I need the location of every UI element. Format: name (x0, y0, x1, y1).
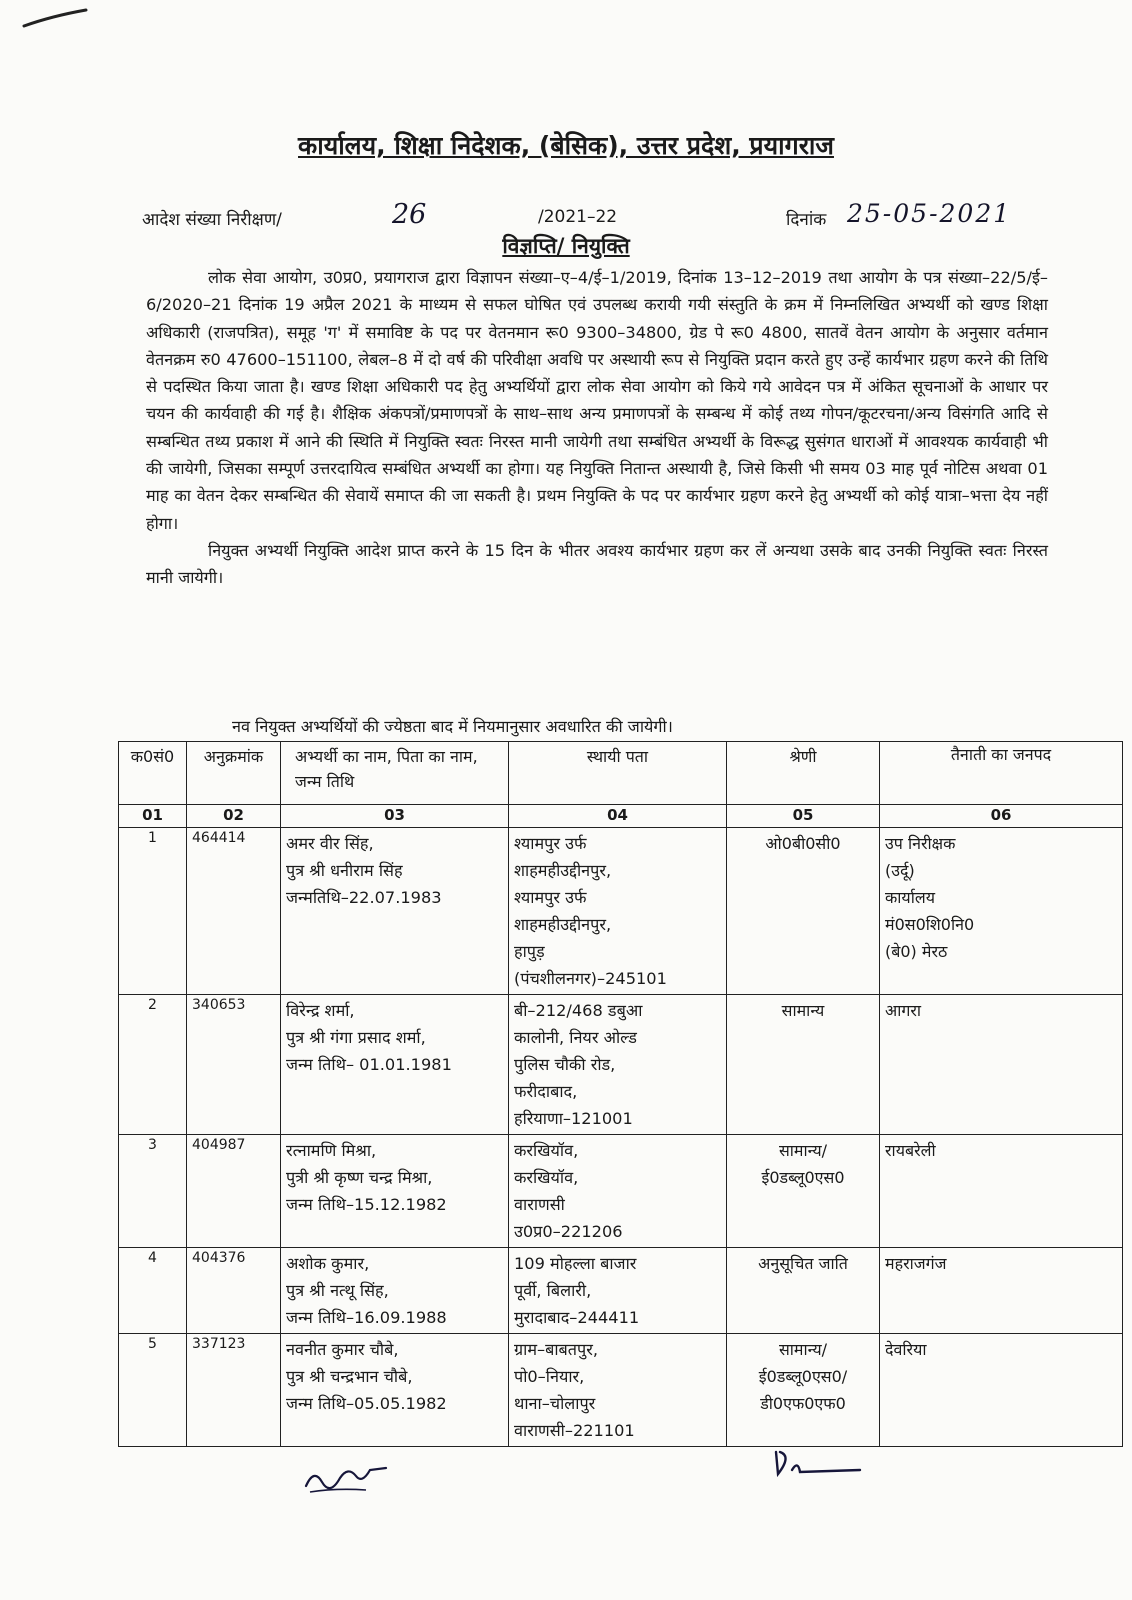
col-header-category: श्रेणी (727, 742, 880, 805)
address-cell-line: फरीदाबाद, (514, 1082, 578, 1101)
appointment-table (118, 741, 1123, 1447)
address-cell-line: हरियाणा–121001 (514, 1109, 633, 1128)
serial-number-cell: 3 (119, 1135, 187, 1248)
candidate-name-cell-line: अशोक कुमार, (286, 1254, 370, 1273)
address-cell-line: बी–212/468 डबुआ (514, 1001, 643, 1020)
table-row (119, 828, 1123, 995)
category-cell-line: ई0डब्लू0एस0 (761, 1168, 845, 1187)
address-cell-line: पो0–नियार, (514, 1367, 585, 1386)
roll-number-cell: 404376 (187, 1248, 281, 1334)
posting-district-cell-line: (उर्दू) (885, 861, 915, 880)
table-header-row (119, 742, 1123, 805)
address-cell (509, 828, 727, 995)
candidate-name-cell-line: जन्म तिथि–05.05.1982 (286, 1394, 447, 1413)
serial-number-cell: 5 (119, 1334, 187, 1447)
date-label: दिनांक (786, 210, 827, 230)
posting-district-cell (880, 995, 1123, 1135)
col-number: 03 (281, 805, 509, 828)
paragraph-joining: नियुक्त अभ्यर्थी नियुक्ति आदेश प्राप्त करने के 15 दिन के भीतर अवश्य कार्यभार ग्रहण कर लें अन्यथा उसके बाद उनकी नियुक्ति स्वतः निरस्त मानी जायेगी। (146, 540, 1048, 588)
candidate-name-cell-line: जन्म तिथि– 01.01.1981 (286, 1055, 452, 1074)
posting-district-cell (880, 828, 1123, 995)
date-handwritten: 25-05-2021 (847, 199, 1012, 228)
candidate-name-cell-line: रत्नामणि मिश्रा, (286, 1141, 377, 1160)
order-number-label: आदेश संख्या निरीक्षण/ (142, 210, 282, 230)
category-cell (727, 828, 880, 995)
serial-number-cell: 1 (119, 828, 187, 995)
table-row (119, 1248, 1123, 1334)
candidate-name-cell-line: पुत्र श्री नत्थू सिंह, (286, 1281, 389, 1300)
posting-district-cell (880, 1248, 1123, 1334)
candidate-name-cell-line: विरेन्द्र शर्मा, (286, 1001, 355, 1020)
notice-subject: विज्ञप्ति/ नियुक्ति (502, 234, 630, 258)
col-number: 06 (880, 805, 1123, 828)
col-number: 01 (119, 805, 187, 828)
table-body (119, 828, 1123, 1447)
candidate-name-cell (281, 1135, 509, 1248)
category-cell (727, 1248, 880, 1334)
address-cell-line: वाराणसी–221101 (514, 1421, 635, 1440)
candidate-name-cell-line: जन्मतिथि–22.07.1983 (286, 888, 442, 907)
category-cell-line: डी0एफ0एफ0 (760, 1394, 846, 1413)
address-cell-line: उ0प्र0–221206 (514, 1222, 623, 1241)
address-cell-line: ग्राम–बाबतपुर, (514, 1340, 598, 1359)
roll-number-cell: 337123 (187, 1334, 281, 1447)
address-cell-line: पुलिस चौकी रोड, (514, 1055, 616, 1074)
candidate-name-cell-line: पुत्र श्री धनीराम सिंह (286, 861, 403, 880)
candidate-name-cell-line: अमर वीर सिंह, (286, 834, 374, 853)
table-column-number-row (119, 805, 1123, 828)
posting-district-cell-line: मं0स0शि0नि0 (885, 915, 975, 934)
candidate-name-cell (281, 995, 509, 1135)
serial-number-cell: 2 (119, 995, 187, 1135)
category-cell (727, 1135, 880, 1248)
category-cell-line: अनुसूचित जाति (758, 1254, 848, 1273)
seniority-note: नव नियुक्त अभ्यर्थियों की ज्येष्ठता बाद में नियमानुसार अवधारित की जायेगी। (232, 717, 673, 736)
posting-district-cell-line: कार्यालय (885, 888, 935, 907)
posting-district-cell-line: रायबरेली (885, 1141, 936, 1160)
order-year: /2021–22 (538, 207, 618, 227)
address-cell-line: 109 मोहल्ला बाजार (514, 1254, 637, 1273)
serial-number-cell: 4 (119, 1248, 187, 1334)
candidate-name-cell-line: पुत्र श्री गंगा प्रसाद शर्मा, (286, 1028, 426, 1047)
initials-signature-left (296, 1448, 396, 1498)
address-cell-line: श्यामपुर उर्फ (514, 888, 587, 907)
candidate-name-cell-line: जन्म तिथि–15.12.1982 (286, 1195, 447, 1214)
candidate-name-cell-line: नवनीत कुमार चौबे, (286, 1340, 399, 1359)
address-cell-line: कालोनी, नियर ओल्ड (514, 1028, 637, 1047)
address-cell-line: थाना–चोलापुर (514, 1394, 596, 1413)
col-header-roll: अनुक्रमांक (187, 742, 281, 805)
category-cell (727, 995, 880, 1135)
address-cell-line: करखियॉव, (514, 1141, 579, 1160)
address-cell-line: शाहमहीउद्दीनपुर, (514, 915, 612, 934)
category-cell-line: सामान्य/ (778, 1141, 828, 1160)
col-number: 02 (187, 805, 281, 828)
posting-district-cell-line: आगरा (885, 1001, 922, 1020)
candidate-name-cell-line: पुत्र श्री चन्द्रभान चौबे, (286, 1367, 413, 1386)
posting-district-cell-line: (बे0) मेरठ (885, 942, 948, 961)
posting-district-cell (880, 1334, 1123, 1447)
paragraph-appointment: लोक सेवा आयोग, उ0प्र0, प्रयागराज द्वारा विज्ञापन संख्या–ए–4/ई–1/2019, दिनांक 13–12–2019 तथा आयोग के पत्र संख्या–22/5/ई–6/2020–21 दिनांक 19 अप्रैल 2021 के माध्यम से सफल घोषित एवं उपलब्ध करायी गयी संस्तुति के क्रम में निम्नलिखित अभ्यर्थी को खण्ड शिक्षा अधिकारी (राजपत्रित), समूह 'ग' में समाविष्ट के पद पर वेतनमान रू0 9300–34800, ग्रेड पे रू0 4800, सातवें वेतन आयोग के अनुसार वर्तमान वेतनक्रम रु0 47600–151100, लेबल–8 में दो वर्ष की परिवीक्षा अवधि पर अस्थायी रूप से नियुक्ति प्रदान करते हुए उन्हें कार्यभार ग्रहण करने की तिथि से पदस्थित किया जाता है। खण्ड शिक्षा अधिकारी पद हेतु अभ्यर्थियों द्वारा लोक सेवा आयोग को किये गये आवेदन पत्र में अंकित सूचनाओं के आधार पर चयन की कार्यवाही की गई है। शैक्षिक अंकपत्रों/प्रमाणपत्रों के साथ–साथ अन्य प्रमाणपत्रों के सम्बन्ध में कोई तथ्य गोपन/कूटरचना/अन्य विसंगति आदि से सम्बन्धित तथ्य प्रकाश में आने की स्थिति में नियुक्ति स्वतः निरस्त मानी जायेगी तथा सम्बंधित अभ्यर्थी के विरूद्ध सुसंगत धाराओं में आवश्यक कार्यवाही भी की जायेगी, जिसका सम्पूर्ण उत्तरदायित्व सम्बंधित अभ्यर्थी का होगा। यह नियुक्ति नितान्त अस्थायी है, जिसे किसी भी समय 03 माह पूर्व नोटिस अथवा 01 माह का वेतन देकर सम्बन्धित की सेवायें समाप्त की जा सकती है। प्रथम नियुक्ति के पद पर कार्यभार ग्रहण करने हेतु अभ्यर्थी को कोई यात्रा–भत्ता देय नहीं होगा। (146, 268, 1048, 533)
posting-district-cell (880, 1135, 1123, 1248)
posting-district-cell-line: उप निरीक्षक (885, 834, 956, 853)
posting-district-cell-line: महराजगंज (885, 1254, 947, 1273)
address-cell (509, 1334, 727, 1447)
category-cell-line: ई0डब्लू0एस0/ (758, 1367, 848, 1386)
address-cell-line: पूर्वी, बिलारी, (514, 1281, 592, 1300)
posting-district-cell-line: देवरिया (885, 1340, 927, 1359)
table-row (119, 1334, 1123, 1447)
address-cell-line: श्यामपुर उर्फ (514, 834, 587, 853)
address-cell-line: मुरादाबाद–244411 (514, 1308, 640, 1327)
table-row (119, 1135, 1123, 1248)
col-header-name: अभ्यर्थी का नाम, पिता का नाम, जन्म तिथि (281, 742, 509, 805)
address-cell-line: शाहमहीउद्दीनपुर, (514, 861, 612, 880)
signature-right (770, 1444, 870, 1484)
address-cell (509, 995, 727, 1135)
roll-number-cell: 340653 (187, 995, 281, 1135)
col-header-address: स्थायी पता (509, 742, 727, 805)
roll-number-cell: 464414 (187, 828, 281, 995)
category-cell-line: सामान्य/ (778, 1340, 828, 1359)
candidate-name-cell (281, 1334, 509, 1447)
roll-number-cell: 404987 (187, 1135, 281, 1248)
col-number: 04 (509, 805, 727, 828)
order-number-handwritten: 26 (392, 199, 427, 230)
address-cell-line: हापुड़ (514, 942, 545, 961)
address-cell-line: (पंचशीलनगर)–245101 (514, 969, 667, 988)
address-cell (509, 1248, 727, 1334)
category-cell-line: सामान्य (781, 1001, 825, 1020)
table-row (119, 995, 1123, 1135)
order-body (146, 264, 1048, 592)
pen-stroke-mark (22, 2, 92, 30)
col-header-posting: तैनाती का जनपद (880, 742, 1123, 805)
category-cell-line: ओ0बी0सी0 (765, 834, 841, 853)
candidate-name-cell (281, 828, 509, 995)
candidate-name-cell (281, 1248, 509, 1334)
address-cell-line: करखियॉव, (514, 1168, 579, 1187)
candidate-name-cell-line: जन्म तिथि–16.09.1988 (286, 1308, 447, 1327)
col-number: 05 (727, 805, 880, 828)
col-header-serial: क0सं0 (119, 742, 187, 805)
address-cell (509, 1135, 727, 1248)
category-cell (727, 1334, 880, 1447)
candidate-name-cell-line: पुत्री श्री कृष्ण चन्द्र मिश्रा, (286, 1168, 433, 1187)
office-title: कार्यालय, शिक्षा निदेशक, (बेसिक), उत्तर प्रदेश, प्रयागराज (298, 131, 834, 160)
address-cell-line: वाराणसी (514, 1195, 565, 1214)
